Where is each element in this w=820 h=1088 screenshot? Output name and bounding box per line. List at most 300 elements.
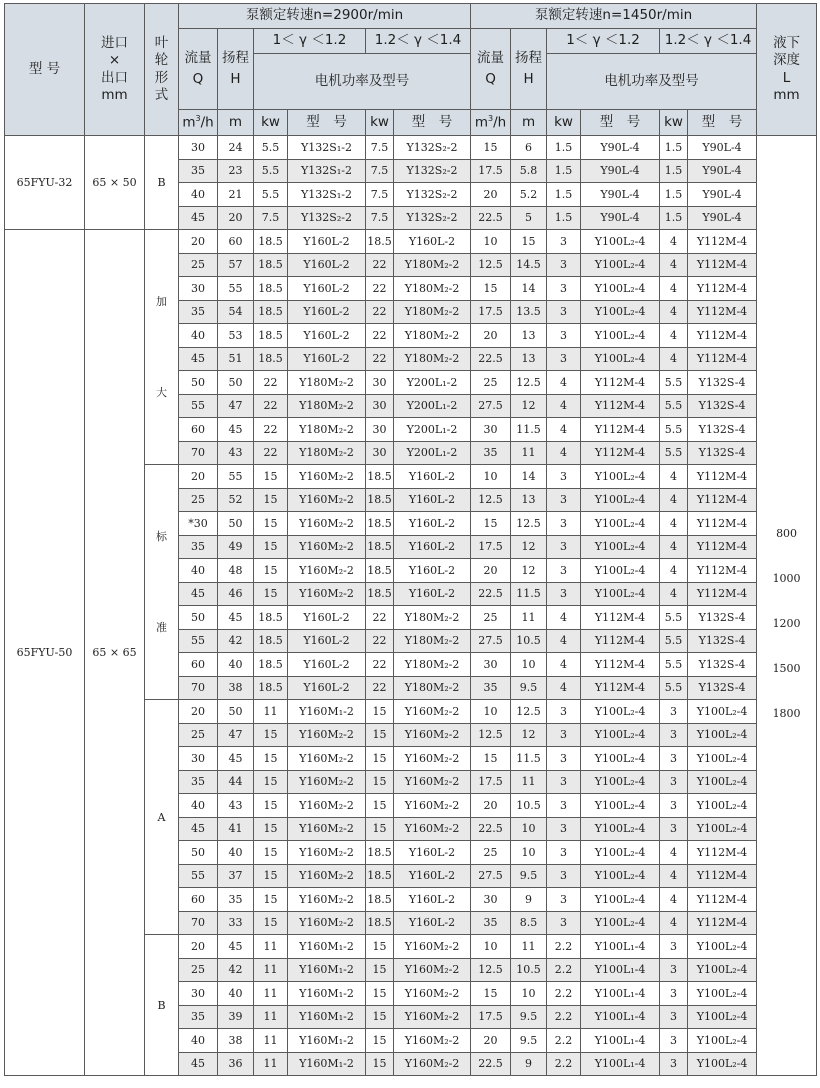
cell-model-g1-1450: Y112M-4 — [581, 394, 660, 418]
header-flow-1450: 流量 Q — [471, 29, 511, 110]
cell-model-g2-2900: Y160L-2 — [394, 864, 471, 888]
cell-kw-g2-2900: 15 — [366, 982, 394, 1006]
cell-flow-1450: 35 — [471, 441, 511, 465]
cell-kw-g1-2900: 18.5 — [254, 606, 288, 630]
cell-flow-2900: 20 — [179, 700, 218, 724]
header-head-unit-1450: m — [511, 110, 547, 136]
cell-head-1450: 10 — [511, 653, 547, 677]
cell-flow-1450: 20 — [471, 794, 511, 818]
cell-head-1450: 13 — [511, 488, 547, 512]
cell-model-g2-2900: Y200L₁-2 — [394, 371, 471, 395]
cell-kw-g2-1450: 1.5 — [660, 206, 688, 230]
cell-model-g1-2900: Y160M₁-2 — [288, 958, 366, 982]
cell-model-g2-1450: Y112M-4 — [688, 512, 757, 536]
cell-model-g2-2900: Y180M₂-2 — [394, 300, 471, 324]
cell-model-g1-2900: Y132S₁-2 — [288, 136, 366, 160]
cell-head-2900: 43 — [218, 794, 254, 818]
cell-flow-2900: 25 — [179, 253, 218, 277]
cell-inlet-outlet: 65 × 65 — [85, 230, 145, 1076]
impeller-char: 标 — [156, 530, 167, 543]
cell-flow-1450: 10 — [471, 700, 511, 724]
cell-flow-1450: 12.5 — [471, 723, 511, 747]
cell-impeller-type — [145, 465, 179, 700]
table-header — [5, 4, 817, 136]
cell-model-g1-1450: Y100L₁-4 — [581, 1052, 660, 1076]
cell-head-1450: 9.5 — [511, 676, 547, 700]
cell-flow-1450: 30 — [471, 653, 511, 677]
cell-model-g1-2900: Y160M₁-2 — [288, 982, 366, 1006]
cell-kw-g2-2900: 18.5 — [366, 841, 394, 865]
cell-kw-g1-1450: 3 — [547, 817, 581, 841]
cell-kw-g1-2900: 5.5 — [254, 183, 288, 207]
cell-model-g2-1450: Y132S-4 — [688, 441, 757, 465]
cell-model-g2-2900: Y160M₂-2 — [394, 982, 471, 1006]
cell-model-g1-2900: Y160L-2 — [288, 300, 366, 324]
cell-model-g1-2900: Y160M₂-2 — [288, 535, 366, 559]
cell-model-g2-2900: Y160M₂-2 — [394, 958, 471, 982]
cell-kw-g1-1450: 2.2 — [547, 958, 581, 982]
cell-head-2900: 51 — [218, 347, 254, 371]
cell-head-2900: 60 — [218, 230, 254, 254]
cell-kw-g1-2900: 18.5 — [254, 277, 288, 301]
cell-head-1450: 14 — [511, 277, 547, 301]
cell-model-g2-2900: Y160M₂-2 — [394, 747, 471, 771]
cell-kw-g2-2900: 22 — [366, 324, 394, 348]
cell-kw-g2-2900: 30 — [366, 371, 394, 395]
cell-kw-g2-2900: 15 — [366, 723, 394, 747]
cell-model-g2-2900: Y160M₂-2 — [394, 794, 471, 818]
cell-kw-g1-2900: 15 — [254, 794, 288, 818]
cell-kw-g1-2900: 18.5 — [254, 676, 288, 700]
cell-model-g2-2900: Y160M₂-2 — [394, 1005, 471, 1029]
cell-model-g1-1450: Y112M-4 — [581, 653, 660, 677]
cell-head-2900: 49 — [218, 535, 254, 559]
cell-head-1450: 12.5 — [511, 512, 547, 536]
cell-model-g2-2900: Y132S₂-2 — [394, 183, 471, 207]
cell-flow-1450: 10 — [471, 935, 511, 959]
cell-head-2900: 36 — [218, 1052, 254, 1076]
cell-model-g2-2900: Y160L-2 — [394, 911, 471, 935]
impeller-char: B — [157, 176, 166, 189]
cell-model-g1-2900: Y160M₂-2 — [288, 888, 366, 912]
cell-model-g2-2900: Y180M₂-2 — [394, 277, 471, 301]
cell-kw-g2-2900: 15 — [366, 1029, 394, 1053]
depth-value: 1500 — [772, 662, 801, 675]
cell-kw-g1-1450: 3 — [547, 300, 581, 324]
cell-flow-1450: 27.5 — [471, 629, 511, 653]
cell-flow-2900: 50 — [179, 371, 218, 395]
cell-head-1450: 9 — [511, 888, 547, 912]
cell-flow-1450: 25 — [471, 606, 511, 630]
cell-kw-g2-1450: 4 — [660, 582, 688, 606]
cell-model-g1-2900: Y160M₂-2 — [288, 817, 366, 841]
cell-head-2900: 39 — [218, 1005, 254, 1029]
cell-model-g2-2900: Y180M₂-2 — [394, 653, 471, 677]
cell-kw-g1-1450: 3 — [547, 747, 581, 771]
cell-flow-1450: 35 — [471, 911, 511, 935]
cell-model-g1-1450: Y100L₂-4 — [581, 582, 660, 606]
cell-kw-g1-1450: 2.2 — [547, 1029, 581, 1053]
cell-kw-g2-1450: 3 — [660, 770, 688, 794]
cell-kw-g2-2900: 18.5 — [366, 535, 394, 559]
cell-flow-2900: 70 — [179, 441, 218, 465]
cell-flow-1450: 17.5 — [471, 1005, 511, 1029]
cell-flow-2900: 45 — [179, 206, 218, 230]
cell-kw-g1-2900: 18.5 — [254, 324, 288, 348]
cell-head-2900: 24 — [218, 136, 254, 160]
header-head-1450: 扬程 H — [511, 29, 547, 110]
cell-kw-g2-2900: 30 — [366, 418, 394, 442]
cell-flow-1450: 25 — [471, 841, 511, 865]
cell-flow-2900: 25 — [179, 723, 218, 747]
cell-kw-g2-2900: 15 — [366, 1005, 394, 1029]
cell-kw-g2-1450: 4 — [660, 230, 688, 254]
cell-flow-1450: 15 — [471, 982, 511, 1006]
cell-model-g2-1450: Y132S-4 — [688, 371, 757, 395]
cell-model-g1-2900: Y160M₂-2 — [288, 488, 366, 512]
cell-kw-g1-1450: 3 — [547, 512, 581, 536]
cell-head-1450: 12 — [511, 723, 547, 747]
header-flow-unit-2900: $m^3/h$ — [179, 110, 218, 136]
cell-model-g1-1450: Y100L₂-4 — [581, 723, 660, 747]
cell-flow-2900: 40 — [179, 183, 218, 207]
cell-kw-g2-1450: 4 — [660, 559, 688, 583]
cell-kw-g1-1450: 3 — [547, 723, 581, 747]
cell-model-g1-1450: Y100L₂-4 — [581, 277, 660, 301]
cell-model-g1-1450: Y90L-4 — [581, 136, 660, 160]
cell-flow-2900: 45 — [179, 582, 218, 606]
cell-kw-g2-2900: 15 — [366, 747, 394, 771]
cell-model-g2-1450: Y90L-4 — [688, 183, 757, 207]
cell-model-g2-2900: Y200L₁-2 — [394, 418, 471, 442]
cell-model-g1-1450: Y100L₁-4 — [581, 935, 660, 959]
cell-flow-1450: 15 — [471, 136, 511, 160]
header-gamma1-1450: 1＜ γ ＜1.2 — [547, 29, 660, 54]
cell-kw-g1-1450: 3 — [547, 465, 581, 489]
cell-kw-g1-2900: 15 — [254, 559, 288, 583]
cell-model: 65FYU-50 — [5, 230, 85, 1076]
cell-impeller-type — [145, 230, 179, 465]
cell-kw-g1-2900: 22 — [254, 418, 288, 442]
cell-model-g2-1450: Y100L₂-4 — [688, 1029, 757, 1053]
cell-flow-1450: 12.5 — [471, 958, 511, 982]
cell-model-g1-2900: Y160M₂-2 — [288, 841, 366, 865]
cell-kw-g1-2900: 15 — [254, 723, 288, 747]
cell-model-g2-1450: Y112M-4 — [688, 888, 757, 912]
cell-head-1450: 14.5 — [511, 253, 547, 277]
cell-model-g2-1450: Y100L₂-4 — [688, 935, 757, 959]
cell-kw-g2-1450: 4 — [660, 864, 688, 888]
cell-flow-1450: 17.5 — [471, 300, 511, 324]
cell-head-2900: 53 — [218, 324, 254, 348]
cell-head-1450: 10 — [511, 817, 547, 841]
cell-model-g1-1450: Y100L₂-4 — [581, 747, 660, 771]
cell-flow-2900: 20 — [179, 465, 218, 489]
cell-model-g2-2900: Y160L-2 — [394, 488, 471, 512]
cell-model-g2-2900: Y180M₂-2 — [394, 347, 471, 371]
cell-kw-g1-2900: 5.5 — [254, 159, 288, 183]
cell-model-g2-1450: Y100L₂-4 — [688, 794, 757, 818]
cell-kw-g2-2900: 22 — [366, 277, 394, 301]
cell-model-g1-2900: Y132S₁-2 — [288, 159, 366, 183]
cell-flow-2900: 30 — [179, 747, 218, 771]
cell-model-g1-1450: Y100L₁-4 — [581, 1005, 660, 1029]
cell-kw-g2-2900: 22 — [366, 300, 394, 324]
cell-model-g2-1450: Y112M-4 — [688, 488, 757, 512]
cell-model-g1-2900: Y160M₁-2 — [288, 1052, 366, 1076]
cell-flow-1450: 15 — [471, 512, 511, 536]
cell-model-g1-1450: Y100L₂-4 — [581, 911, 660, 935]
cell-kw-g2-2900: 7.5 — [366, 183, 394, 207]
cell-model-g2-2900: Y160L-2 — [394, 512, 471, 536]
cell-flow-2900: 70 — [179, 911, 218, 935]
cell-flow-1450: 22.5 — [471, 817, 511, 841]
cell-kw-g1-2900: 11 — [254, 1005, 288, 1029]
cell-head-1450: 10 — [511, 982, 547, 1006]
cell-model-g2-2900: Y160M₂-2 — [394, 1029, 471, 1053]
cell-model-g2-1450: Y112M-4 — [688, 253, 757, 277]
header-impeller-type: 叶 轮 形 式 — [145, 4, 179, 136]
header-xinghao: 型 号 — [688, 110, 757, 136]
cell-model-g2-2900: Y160M₂-2 — [394, 723, 471, 747]
cell-kw-g2-2900: 18.5 — [366, 888, 394, 912]
cell-kw-g1-2900: 15 — [254, 888, 288, 912]
cell-flow-1450: 35 — [471, 676, 511, 700]
cell-kw-g2-1450: 5.5 — [660, 629, 688, 653]
cell-model-g1-1450: Y100L₂-4 — [581, 465, 660, 489]
cell-head-2900: 38 — [218, 1029, 254, 1053]
cell-model-g2-1450: Y90L-4 — [688, 159, 757, 183]
cell-flow-1450: 20 — [471, 183, 511, 207]
cell-model-g2-1450: Y100L₂-4 — [688, 958, 757, 982]
header-inlet-outlet: 进口 × 出口 mm — [85, 4, 145, 136]
cell-model-g1-2900: Y132S₂-2 — [288, 206, 366, 230]
cell-model-g1-2900: Y180M₂-2 — [288, 441, 366, 465]
cell-kw-g2-2900: 18.5 — [366, 465, 394, 489]
depth-value: 1000 — [772, 572, 801, 585]
cell-model-g2-2900: Y160L-2 — [394, 230, 471, 254]
cell-kw-g1-2900: 22 — [254, 371, 288, 395]
cell-flow-1450: 17.5 — [471, 159, 511, 183]
cell-head-1450: 15 — [511, 230, 547, 254]
table-body — [5, 136, 817, 1076]
cell-kw-g2-2900: 18.5 — [366, 864, 394, 888]
cell-model-g2-2900: Y160L-2 — [394, 559, 471, 583]
cell-head-1450: 11.5 — [511, 418, 547, 442]
cell-model-g1-2900: Y160M₂-2 — [288, 465, 366, 489]
cell-model-g1-1450: Y100L₂-4 — [581, 770, 660, 794]
cell-model-g2-1450: Y132S-4 — [688, 676, 757, 700]
cell-head-1450: 11 — [511, 935, 547, 959]
cell-model-g2-1450: Y100L₂-4 — [688, 982, 757, 1006]
cell-head-1450: 10.5 — [511, 958, 547, 982]
cell-kw-g2-1450: 4 — [660, 535, 688, 559]
cell-flow-2900: 30 — [179, 277, 218, 301]
cell-kw-g2-1450: 3 — [660, 1005, 688, 1029]
cell-kw-g1-1450: 3 — [547, 841, 581, 865]
impeller-char: 大 — [156, 386, 167, 399]
cell-head-2900: 52 — [218, 488, 254, 512]
cell-head-1450: 12.5 — [511, 371, 547, 395]
cell-model-g1-2900: Y160M₂-2 — [288, 864, 366, 888]
cell-kw-g2-1450: 3 — [660, 747, 688, 771]
header-kw: kw — [254, 110, 288, 136]
cell-head-2900: 42 — [218, 958, 254, 982]
cell-model-g2-2900: Y160M₂-2 — [394, 817, 471, 841]
cell-kw-g1-1450: 1.5 — [547, 136, 581, 160]
header-speed-2900: 泵额定转速n=2900r/min — [179, 4, 471, 29]
cell-kw-g1-1450: 2.2 — [547, 982, 581, 1006]
cell-kw-g1-2900: 18.5 — [254, 230, 288, 254]
cell-flow-2900: 40 — [179, 1029, 218, 1053]
cell-flow-2900: 25 — [179, 958, 218, 982]
cell-flow-1450: 15 — [471, 277, 511, 301]
cell-model-g2-1450: Y112M-4 — [688, 559, 757, 583]
cell-flow-2900: 55 — [179, 394, 218, 418]
cell-kw-g2-1450: 5.5 — [660, 606, 688, 630]
cell-head-1450: 9.5 — [511, 1005, 547, 1029]
cell-head-1450: 5.8 — [511, 159, 547, 183]
cell-flow-2900: 35 — [179, 159, 218, 183]
cell-flow-1450: 12.5 — [471, 253, 511, 277]
cell-kw-g2-1450: 4 — [660, 512, 688, 536]
table-row — [5, 230, 817, 254]
cell-model-g2-1450: Y132S-4 — [688, 653, 757, 677]
header-kw: kw — [660, 110, 688, 136]
cell-model-g1-1450: Y112M-4 — [581, 606, 660, 630]
cell-flow-2900: 35 — [179, 300, 218, 324]
cell-model-g1-2900: Y160M₂-2 — [288, 559, 366, 583]
cell-kw-g2-1450: 5.5 — [660, 653, 688, 677]
cell-flow-1450: 17.5 — [471, 535, 511, 559]
cell-head-2900: 42 — [218, 629, 254, 653]
cell-flow-2900: 35 — [179, 535, 218, 559]
cell-kw-g2-1450: 5.5 — [660, 371, 688, 395]
cell-head-2900: 45 — [218, 418, 254, 442]
header-head-2900: 扬程 H — [218, 29, 254, 110]
cell-kw-g2-1450: 4 — [660, 347, 688, 371]
cell-flow-1450: 15 — [471, 747, 511, 771]
cell-flow-1450: 22.5 — [471, 582, 511, 606]
cell-model-g2-2900: Y160L-2 — [394, 841, 471, 865]
header-motor-1450: 电机功率及型号 — [547, 54, 757, 110]
cell-head-2900: 38 — [218, 676, 254, 700]
cell-kw-g1-2900: 15 — [254, 465, 288, 489]
cell-kw-g1-1450: 3 — [547, 230, 581, 254]
cell-flow-2900: 35 — [179, 1005, 218, 1029]
cell-head-2900: 20 — [218, 206, 254, 230]
cell-model-g1-1450: Y112M-4 — [581, 676, 660, 700]
cell-kw-g2-1450: 4 — [660, 465, 688, 489]
cell-impeller-type — [145, 136, 179, 230]
cell-kw-g2-1450: 1.5 — [660, 136, 688, 160]
cell-head-1450: 11 — [511, 770, 547, 794]
cell-kw-g1-2900: 11 — [254, 982, 288, 1006]
cell-model-g2-1450: Y100L₂-4 — [688, 723, 757, 747]
cell-head-1450: 14 — [511, 465, 547, 489]
cell-kw-g2-2900: 22 — [366, 347, 394, 371]
cell-head-1450: 13.5 — [511, 300, 547, 324]
cell-head-2900: 21 — [218, 183, 254, 207]
cell-kw-g1-2900: 18.5 — [254, 653, 288, 677]
cell-kw-g2-2900: 15 — [366, 1052, 394, 1076]
cell-kw-g1-1450: 1.5 — [547, 183, 581, 207]
cell-flow-1450: 22.5 — [471, 347, 511, 371]
cell-kw-g2-2900: 18.5 — [366, 488, 394, 512]
cell-model-g2-2900: Y180M₂-2 — [394, 606, 471, 630]
cell-kw-g1-2900: 11 — [254, 1029, 288, 1053]
cell-kw-g1-1450: 3 — [547, 559, 581, 583]
cell-flow-2900: 20 — [179, 230, 218, 254]
cell-kw-g2-2900: 7.5 — [366, 159, 394, 183]
cell-model-g2-1450: Y112M-4 — [688, 230, 757, 254]
spec-table-wrapper — [4, 3, 816, 1084]
cell-model-g2-2900: Y160L-2 — [394, 535, 471, 559]
cell-kw-g2-1450: 3 — [660, 817, 688, 841]
cell-model-g1-1450: Y100L₂-4 — [581, 512, 660, 536]
cell-kw-g2-1450: 5.5 — [660, 418, 688, 442]
cell-kw-g2-1450: 4 — [660, 841, 688, 865]
cell-kw-g1-2900: 5.5 — [254, 136, 288, 160]
cell-kw-g1-1450: 3 — [547, 582, 581, 606]
cell-model-g1-1450: Y112M-4 — [581, 629, 660, 653]
cell-kw-g1-2900: 11 — [254, 700, 288, 724]
cell-model-g2-1450: Y112M-4 — [688, 911, 757, 935]
cell-head-2900: 23 — [218, 159, 254, 183]
cell-kw-g1-1450: 3 — [547, 911, 581, 935]
cell-head-1450: 12 — [511, 394, 547, 418]
cell-kw-g2-2900: 22 — [366, 253, 394, 277]
header-kw: kw — [366, 110, 394, 136]
cell-kw-g1-1450: 4 — [547, 394, 581, 418]
cell-kw-g1-2900: 15 — [254, 488, 288, 512]
cell-kw-g1-1450: 3 — [547, 324, 581, 348]
cell-kw-g1-1450: 3 — [547, 700, 581, 724]
cell-kw-g2-2900: 22 — [366, 629, 394, 653]
cell-flow-2900: 45 — [179, 817, 218, 841]
cell-head-1450: 8.5 — [511, 911, 547, 935]
cell-model-g2-1450: Y112M-4 — [688, 277, 757, 301]
cell-kw-g1-1450: 4 — [547, 371, 581, 395]
cell-flow-2900: 60 — [179, 888, 218, 912]
cell-head-1450: 9.5 — [511, 1029, 547, 1053]
cell-model-g2-2900: Y200L₁-2 — [394, 394, 471, 418]
cell-flow-2900: 40 — [179, 794, 218, 818]
cell-model-g2-1450: Y90L-4 — [688, 206, 757, 230]
cell-flow-1450: 27.5 — [471, 864, 511, 888]
cell-model-g1-2900: Y180M₂-2 — [288, 394, 366, 418]
cell-impeller-type — [145, 700, 179, 935]
cell-model-g1-1450: Y100L₂-4 — [581, 794, 660, 818]
cell-kw-g2-1450: 4 — [660, 300, 688, 324]
cell-flow-2900: 20 — [179, 935, 218, 959]
cell-flow-2900: *30 — [179, 512, 218, 536]
cell-head-2900: 40 — [218, 841, 254, 865]
cell-head-2900: 50 — [218, 371, 254, 395]
cell-flow-1450: 10 — [471, 230, 511, 254]
cell-model-g1-2900: Y180M₂-2 — [288, 371, 366, 395]
cell-kw-g1-2900: 11 — [254, 1052, 288, 1076]
cell-kw-g2-2900: 15 — [366, 794, 394, 818]
cell-flow-1450: 20 — [471, 1029, 511, 1053]
cell-kw-g2-1450: 1.5 — [660, 159, 688, 183]
header-depth: 液下 深度 L mm — [757, 4, 817, 136]
cell-kw-g1-2900: 11 — [254, 935, 288, 959]
cell-model-g1-1450: Y100L₂-4 — [581, 817, 660, 841]
cell-kw-g1-1450: 4 — [547, 653, 581, 677]
cell-flow-1450: 27.5 — [471, 394, 511, 418]
cell-head-2900: 46 — [218, 582, 254, 606]
